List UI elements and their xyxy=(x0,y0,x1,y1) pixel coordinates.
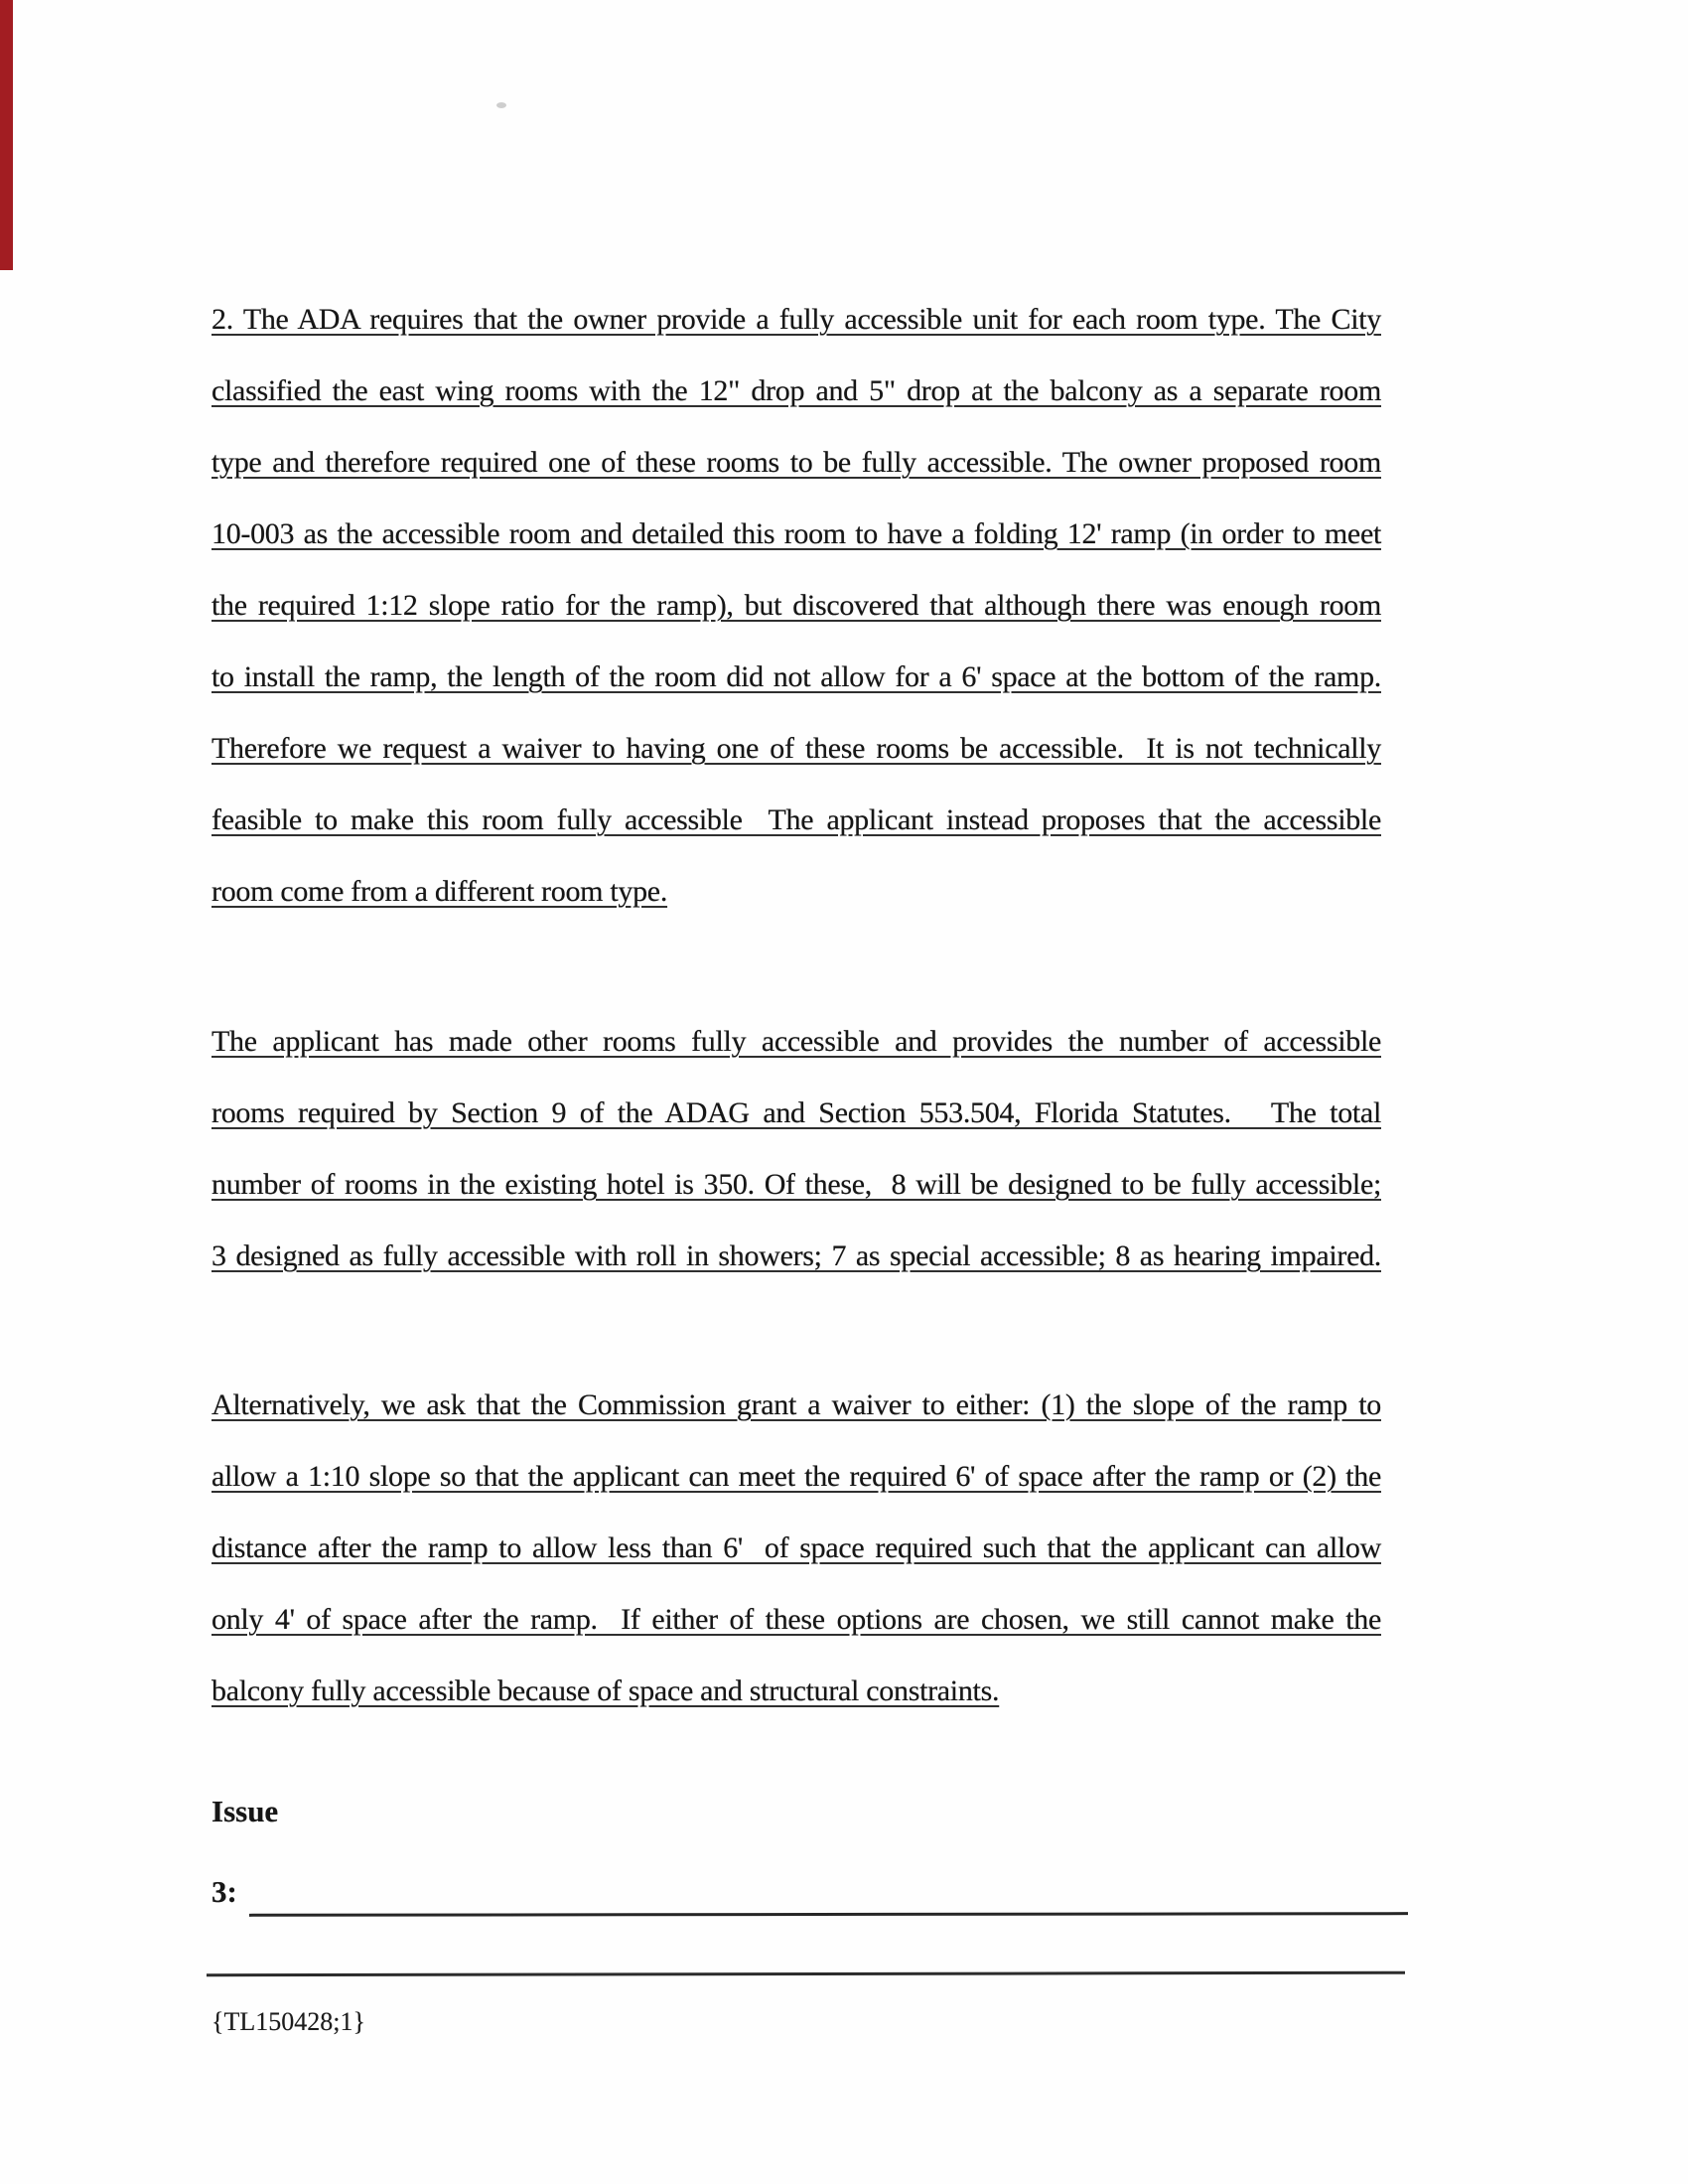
text-line: type and therefore required one of these rooms to be fully accessible. The owner proposed room xyxy=(211,446,1381,479)
text-line: to install the ramp, the length of the room did not allow for a 6' space at the bottom of the ramp. xyxy=(211,660,1381,693)
paragraph-accessible-room-counts xyxy=(211,1006,1381,1292)
issue-heading: Issue xyxy=(211,1794,279,1828)
text-line: classified the east wing rooms with the 12" drop and 5" drop at the balcony as a separate room xyxy=(211,374,1381,407)
text-line: rooms required by Section 9 of the ADAG and Section 553.504, Florida Statutes. The total xyxy=(211,1096,1381,1129)
text-line: room come from a different room type. xyxy=(211,875,668,908)
text-line: Therefore we request a waiver to having one of these rooms be accessible. It is not technically xyxy=(211,732,1381,765)
issue-number-label: 3: xyxy=(211,1874,237,1909)
scan-edge-artifact xyxy=(0,0,13,270)
text-line: the required 1:12 slope ratio for the ramp), but discovered that although there was enough room xyxy=(211,589,1381,622)
text-line: feasible to make this room fully accessible The applicant instead proposes that the accessible xyxy=(211,803,1381,836)
scan-speck-artifact xyxy=(496,102,506,108)
text-line: 2. The ADA requires that the owner provide a fully accessible unit for each room type. The City xyxy=(211,303,1381,336)
issue-3-row xyxy=(211,1856,1408,1928)
text-line: balcony fully accessible because of space and structural constraints. xyxy=(211,1674,1000,1707)
footer-divider-line xyxy=(207,1971,1405,1977)
paragraph-ada-requirement xyxy=(211,284,1381,928)
text-line: only 4' of space after the ramp. If either of these options are chosen, we still cannot make the xyxy=(211,1603,1381,1636)
text-line: number of rooms in the existing hotel is 350. Of these, 8 will be designed to be fully accessible; xyxy=(211,1168,1381,1201)
text-line: The applicant has made other rooms fully accessible and provides the number of accessible xyxy=(211,1025,1381,1058)
document-id-footer: {TL150428;1} xyxy=(211,2007,365,2036)
text-line: Alternatively, we ask that the Commission grant a waiver to either: (1) the slope of the ramp to xyxy=(211,1388,1381,1421)
text-line: distance after the ramp to allow less than 6' of space required such that the applicant can allow xyxy=(211,1531,1381,1564)
paragraph-alternative-waiver-request xyxy=(211,1370,1381,1727)
issue-blank-underline xyxy=(249,1912,1408,1917)
text-line: allow a 1:10 slope so that the applicant can meet the required 6' of space after the ramp or (2) the xyxy=(211,1460,1381,1493)
text-line: 3 designed as fully accessible with roll in showers; 7 as special accessible; 8 as hearing impaired. xyxy=(211,1239,1381,1272)
text-line: 10-003 as the accessible room and detailed this room to have a folding 12' ramp (in order to meet xyxy=(211,517,1381,550)
